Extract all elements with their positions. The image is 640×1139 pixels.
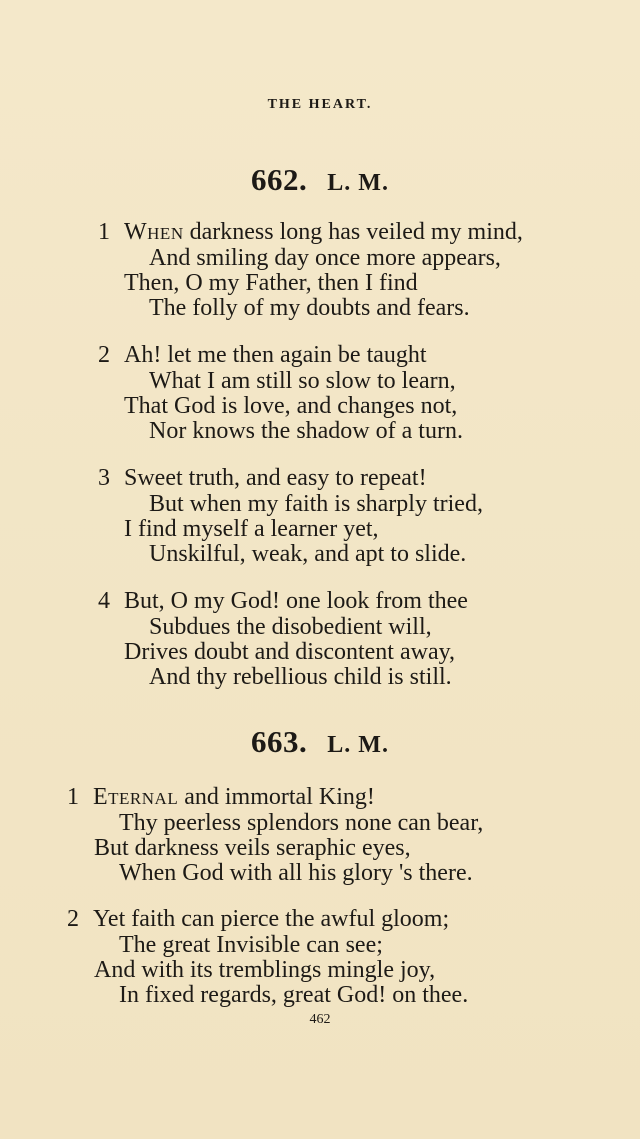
stanza-first-word: When — [124, 219, 184, 245]
stanza-number: 1 — [98, 219, 110, 245]
hymn-663-stanza-1-line-4: When God with all his glory 's there. — [119, 860, 473, 886]
hymn-662-stanza-2-line-1 — [98, 341, 427, 369]
hymn-662-stanza-3-line-2: But when my faith is sharply tried, — [149, 491, 483, 517]
hymn-662-stanza-2-line-2: What I am still so slow to learn, — [149, 368, 456, 394]
stanza-first-line: Yet faith can pierce the awful gloom; — [93, 906, 450, 932]
hymn-662-title — [0, 162, 640, 198]
stanza-number: 2 — [67, 906, 79, 932]
stanza-number: 2 — [98, 342, 110, 368]
hymn-662-stanza-1-line-2: And smiling day once more appears, — [149, 245, 501, 271]
page-number: 462 — [309, 1012, 331, 1027]
hymn-663-stanza-2-line-4: In fixed regards, great God! on thee. — [119, 982, 469, 1008]
stanza-first-word: Eternal — [93, 784, 179, 810]
stanza-first-line: Sweet truth, and easy to repeat! — [124, 465, 427, 491]
hymn-663-stanza-1-line-1 — [67, 783, 375, 811]
hymn-meter: L. M. — [327, 732, 389, 758]
running-head: THE HEART. — [267, 97, 373, 112]
stanza-first-line: But, O my God! one look from thee — [124, 588, 468, 614]
stanza-number: 1 — [67, 784, 79, 810]
stanza-first-line-rest: and immortal King! — [178, 784, 375, 810]
hymn-662-stanza-4-line-3: Drives doubt and discontent away, — [124, 639, 456, 665]
hymn-663-stanza-2-line-1 — [67, 905, 449, 933]
hymn-662-stanza-3-line-1 — [98, 464, 427, 492]
stanza-number: 4 — [98, 588, 110, 614]
hymn-number: 662. — [251, 162, 308, 197]
hymn-662-stanza-1-line-1 — [98, 218, 523, 246]
stanza-first-line-rest: darkness long has veiled my mind, — [183, 219, 523, 245]
hymn-662-stanza-2-line-4: Nor knows the shadow of a turn. — [149, 418, 463, 444]
hymn-662-stanza-1-line-4: The folly of my doubts and fears. — [149, 295, 470, 321]
stanza-first-line: Ah! let me then again be taught — [124, 342, 427, 368]
hymn-663-stanza-1-line-3: But darkness veils seraphic eyes, — [94, 835, 411, 861]
hymn-663-stanza-1-line-2: Thy peerless splendors none can bear, — [119, 810, 484, 836]
hymn-662-stanza-3-line-4: Unskilful, weak, and apt to slide. — [149, 541, 467, 567]
hymn-number: 663. — [251, 724, 308, 759]
hymn-662-stanza-3-line-3: I find myself a learner yet, — [124, 516, 379, 542]
stanza-number: 3 — [98, 465, 110, 491]
hymn-663-stanza-2-line-3: And with its tremblings mingle joy, — [94, 957, 436, 983]
hymn-meter: L. M. — [327, 170, 389, 196]
hymn-663-title — [0, 724, 640, 760]
hymn-662-stanza-1-line-3: Then, O my Father, then I find — [124, 270, 418, 296]
hymn-662-stanza-2-line-3: That God is love, and changes not, — [124, 393, 458, 419]
hymn-662-stanza-4-line-2: Subdues the disobedient will, — [149, 614, 432, 640]
hymn-662-stanza-4-line-1 — [98, 587, 468, 615]
hymn-663-stanza-2-line-2: The great Invisible can see; — [119, 932, 383, 958]
hymn-662-stanza-4-line-4: And thy rebellious child is still. — [149, 664, 452, 690]
